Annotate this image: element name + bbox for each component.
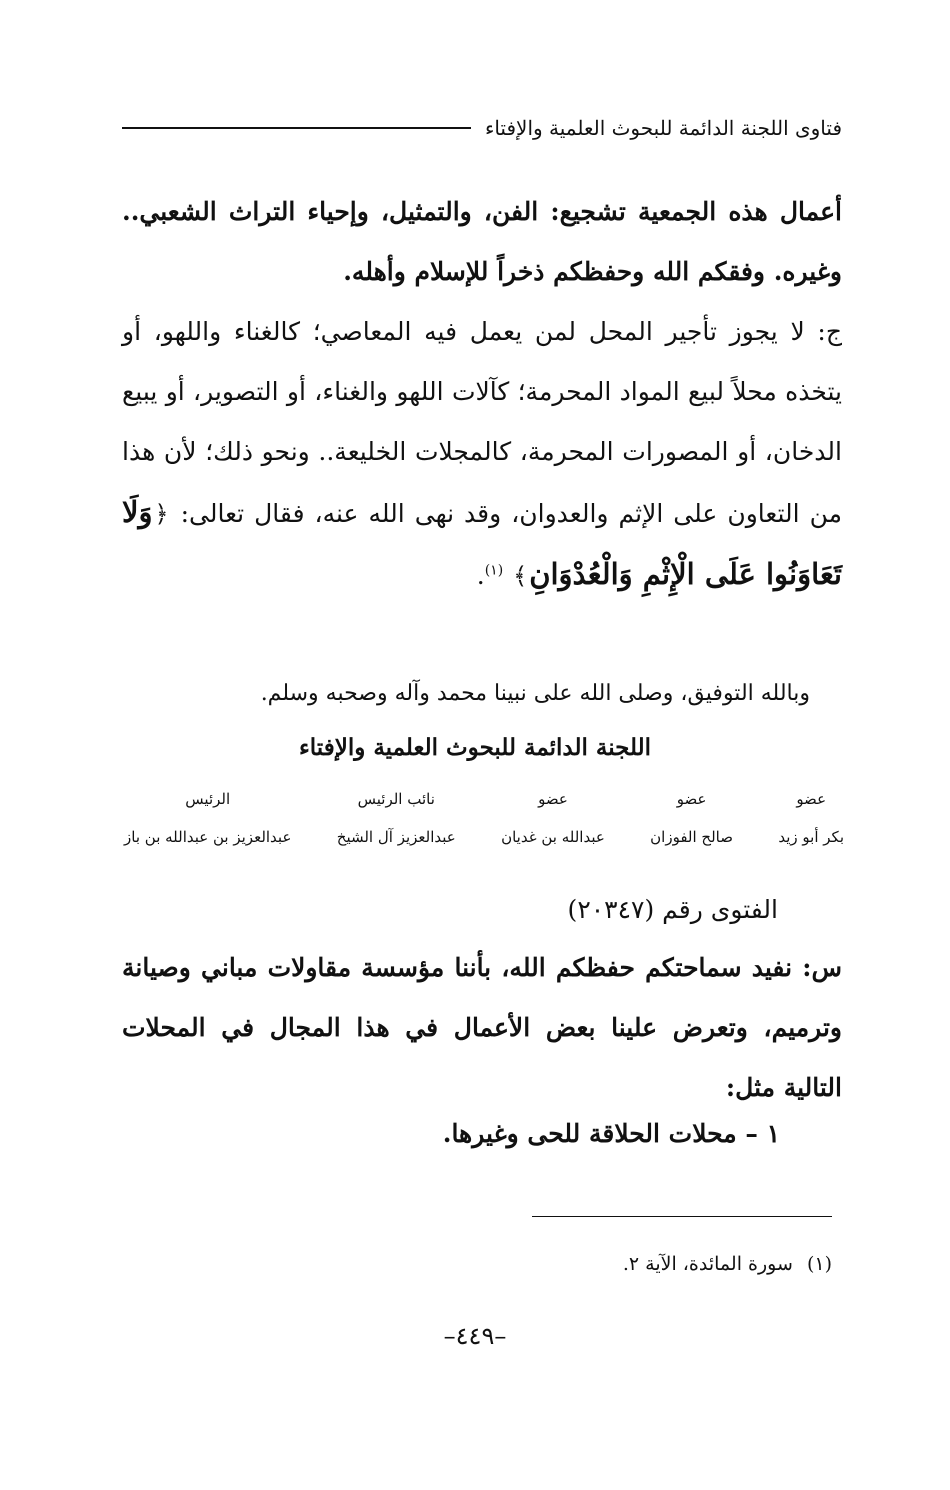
question-continuation-paragraph: أعمال هذه الجمعية تشجيع: الفن، والتمثيل، وإحياء التراث الشعبي.. وغيره. وفقكم الله وحفظكم ذخراً للإسلام وأهله.: [122, 197, 842, 286]
committee-title: اللجنة الدائمة للبحوث العلمية والإفتاء: [298, 734, 652, 761]
fatwa-number: الفتوى رقم (٢٠٣٤٧): [567, 895, 778, 924]
quran-ornament-open: ﴿: [154, 500, 169, 528]
signatory-role: الرئيس: [185, 790, 231, 808]
signatory: [778, 788, 844, 848]
signatory-role: عضو: [676, 790, 707, 808]
footnote-rule: [532, 1216, 832, 1217]
signatory-name: عبدالعزيز بن عبدالله بن باز: [124, 828, 292, 846]
signatory-name: عبدالله بن غديان: [501, 828, 605, 846]
question-paragraph: س: نفيد سماحتكم حفظكم الله، بأننا مؤسسة مقاولات مباني وصيانة وترميم، وتعرض علينا بعض الأعمال في هذا المجال في المحلات التالية مثل:: [122, 953, 842, 1102]
signatory: [124, 788, 291, 848]
footnote-marker: (١): [484, 562, 504, 579]
closing-prayer: وبالله التوفيق، وصلى الله على نبينا محمد وآله وصحبه وسلم.: [260, 681, 810, 706]
signatory-name: عبدالعزيز آل الشيخ: [336, 828, 456, 846]
page-number: –٤٤٩–: [443, 1322, 507, 1350]
verse-period: .: [476, 561, 485, 590]
signatories: [124, 788, 844, 848]
list-item: ١ – محلات الحلاقة للحى وغيرها.: [442, 1119, 780, 1148]
running-title: فتاوى اللجنة الدائمة للبحوث العلمية والإفتاء: [484, 116, 842, 140]
quran-verse: وَلَا تَعَاوَنُوا عَلَى الْإِثْمِ وَالْعُدْوَانِ: [122, 495, 842, 591]
quran-ornament-close: ﴾: [513, 562, 528, 590]
signatory: [650, 788, 733, 848]
signatory-role: نائب الرئيس: [357, 790, 435, 808]
signatory: [337, 788, 456, 848]
signatory-name: صالح الفوزان: [650, 828, 733, 846]
signatory-role: عضو: [538, 790, 568, 808]
answer-text: ج: لا يجوز تأجير المحل لمن يعمل فيه المعاصي؛ كالغناء واللهو، أو يتخذه محلاً لبيع المواد المحرمة؛ كآلات اللهو والغناء، أو التصوير، أو يبيع الدخان، أو المصورات المحرمة، كالمجلات الخليعة.. ونحو ذلك؛ لأن هذا من التعاون على الإثم والعدوان، وقد نهى الله عنه، فقال تعالى:: [122, 317, 842, 528]
signatory: [501, 788, 605, 848]
footnote: [623, 1244, 832, 1284]
header-rule: [122, 127, 471, 129]
answer-paragraph: [122, 302, 842, 606]
signatory-name: بكر أبو زيد: [778, 828, 844, 846]
running-header: [122, 108, 842, 148]
footnote-number: (١): [806, 1253, 832, 1275]
footnote-text: سورة المائدة، الآية ٢.: [622, 1253, 793, 1275]
signatory-role: عضو: [796, 790, 827, 808]
